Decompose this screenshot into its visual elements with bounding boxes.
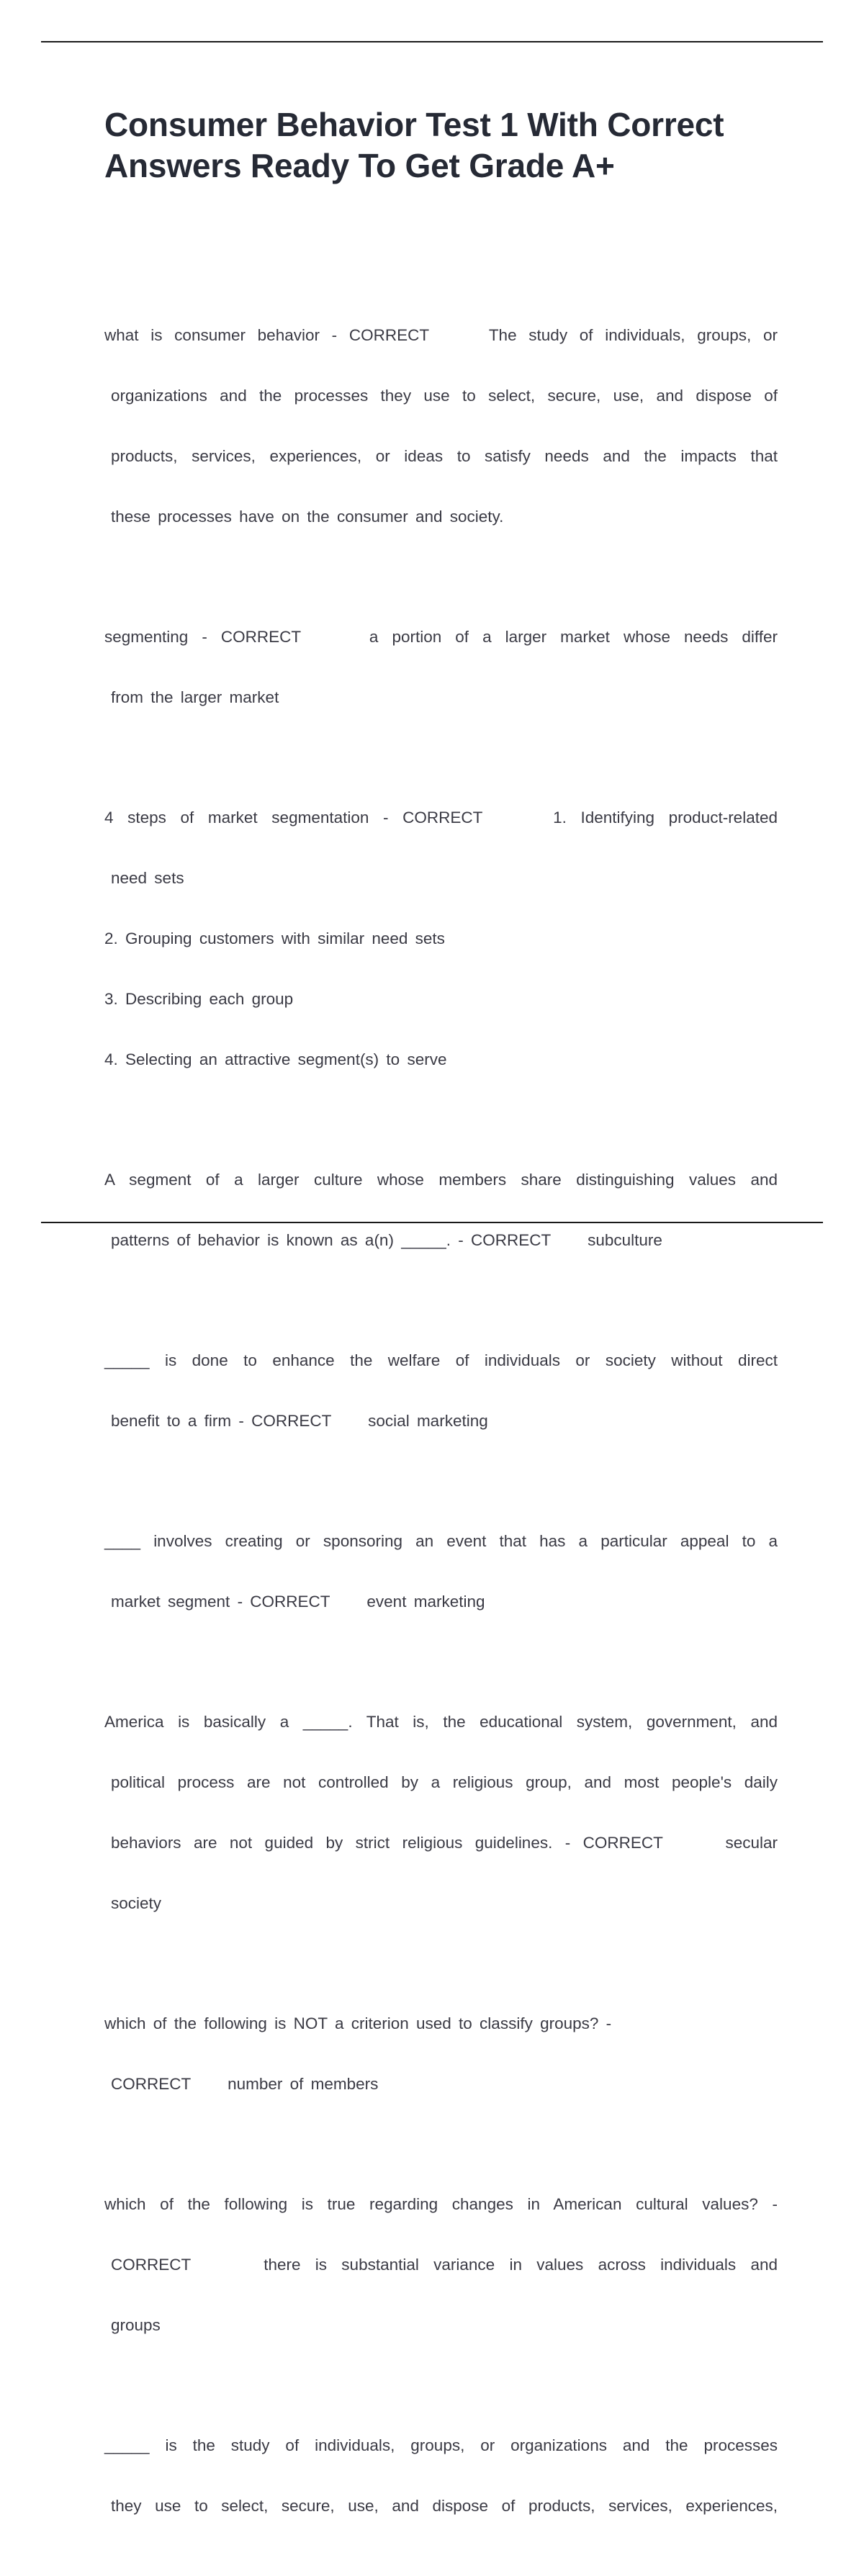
qa-line: 4 steps of market segmentation - CORRECT 1. Identifying product-related [104,809,778,827]
qa-item [104,2395,778,2557]
qa-line: benefit to a firm - CORRECT social marketing [111,1412,488,1430]
qa-line: A segment of a larger culture whose members share distinguishing values and [104,1171,778,1189]
qa-item [104,767,778,1110]
qa-line: need sets [111,869,184,887]
qa-line: market segment - CORRECT event marketing [111,1593,485,1611]
qa-item [104,2154,778,2376]
qa-line: behaviors are not guided by strict religious guidelines. - CORRECT secular [111,1834,778,1852]
qa-line: _____ is done to enhance the welfare of individuals or society without direct [104,1351,778,1369]
qa-item [104,1310,778,1472]
qa-line: 3. Describing each group [104,990,294,1008]
qa-line: society [111,1894,162,1912]
qa-line: which of the following is true regarding changes in American cultural values? - [104,2195,778,2213]
qa-line: groups [111,2316,161,2334]
qa-line: _____ is the study of individuals, groups, or organizations and the processes [104,2436,778,2454]
qa-list [104,285,778,2576]
qa-line: from the larger market [111,688,279,706]
qa-line: America is basically a _____. That is, the educational system, government, and [104,1713,778,1731]
header-rule [41,41,823,42]
qa-line: organizations and the processes they use to select, secure, use, and dispose of [111,387,778,405]
qa-line: they use to select, secure, use, and dispose of products, services, experiences, [111,2497,778,2515]
qa-line: 2. Grouping customers with similar need sets [104,929,445,947]
qa-line: CORRECT there is substantial variance in values across individuals and [111,2256,778,2274]
qa-line: 4. Selecting an attractive segment(s) to serve [104,1050,447,1068]
qa-item [104,1973,778,2135]
qa-line: CORRECT number of members [111,2075,379,2093]
qa-line: which of the following is NOT a criterion used to classify groups? - [104,2014,612,2032]
qa-item [104,285,778,567]
qa-line: ____ involves creating or sponsoring an event that has a particular appeal to a [104,1532,778,1550]
qa-item [104,587,778,748]
qa-line: political process are not controlled by a religious group, and most people's daily [111,1773,778,1791]
qa-line: segmenting - CORRECT a portion of a larger market whose needs differ [104,628,778,646]
footer-rule [41,1222,823,1223]
qa-line: patterns of behavior is known as a(n) _____. - CORRECT subculture [111,1231,662,1249]
qa-item [104,1672,778,1954]
qa-item [104,1130,778,1291]
qa-line: products, services, experiences, or ideas to satisfy needs and the impacts that [111,447,778,465]
qa-line: these processes have on the consumer and society. [111,508,504,526]
qa-item [104,1491,778,1652]
document-title: Consumer Behavior Test 1 With Correct Answers Ready To Get Grade A+ [104,106,724,184]
qa-line: what is consumer behavior - CORRECT The study of individuals, groups, or [104,326,778,344]
